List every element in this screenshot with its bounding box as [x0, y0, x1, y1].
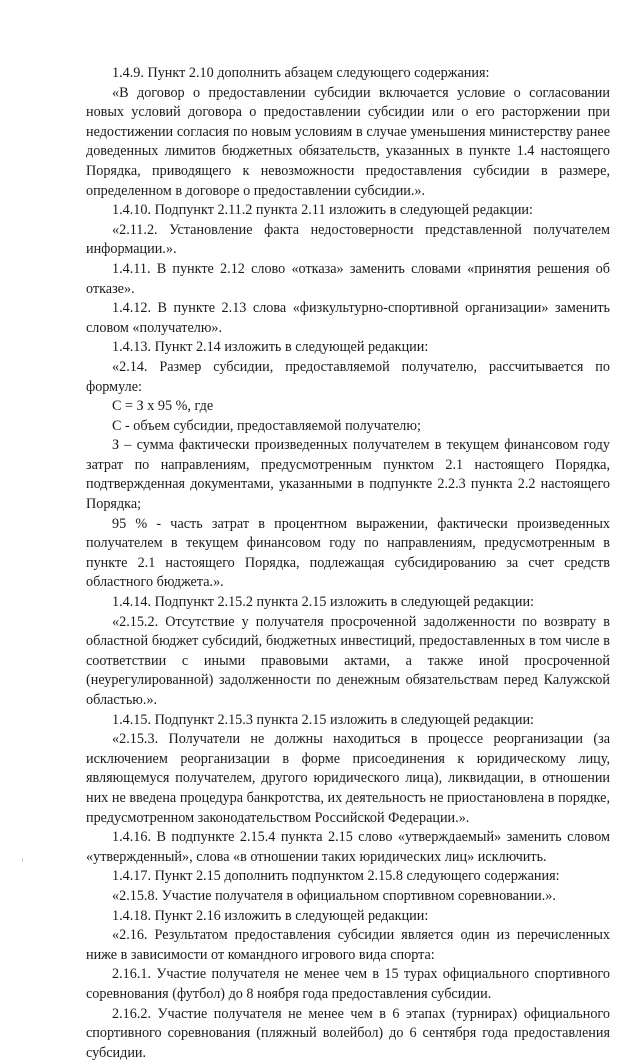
paragraph-1-4-12: 1.4.12. В пункте 2.13 слова «физкультурно-спортивной организации» заменить словом «получателю». [86, 299, 610, 338]
paragraph-1-4-10: 1.4.10. Подпункт 2.11.2 пункта 2.11 изложить в следующей редакции: [86, 201, 610, 221]
paragraph-2-16: «2.16. Результатом предоставления субсидии является один из перечисленных ниже в зависимости от командного игрового вида спорта: [86, 926, 610, 965]
scan-artifact [22, 858, 23, 862]
paragraph-1-4-9: 1.4.9. Пункт 2.10 дополнить абзацем следующего содержания: [86, 64, 610, 84]
paragraph-2-15-3: «2.15.3. Получатели не должны находиться в процессе реорганизации (за исключением реорганизации в форме присоединения к юридическому лицу, являющемуся получателем, другого юридического лица), ликвидации, в отношении них не введена процедура банкротства, их деятельность не приостановлена в порядке, предусмотренном законодательством Российской Федерации.». [86, 730, 610, 828]
paragraph-2-11-2: «2.11.2. Установление факта недостоверности представленной получателем информации.». [86, 221, 610, 260]
paragraph-2-15-8: «2.15.8. Участие получателя в официальном спортивном соревновании.». [86, 887, 610, 907]
document-page [86, 64, 610, 1063]
paragraph-1-4-16: 1.4.16. В подпункте 2.15.4 пункта 2.15 слово «утверждаемый» заменить словом «утвержденный», слова «в отношении таких юридических лиц» исключить. [86, 828, 610, 867]
paragraph-2-16-1: 2.16.1. Участие получателя не менее чем в 15 турах официального спортивного соревнования (футбол) до 8 ноября года предоставления субсидии. [86, 965, 610, 1004]
paragraph-formula-z: З – сумма фактически произведенных получателем в текущем финансовом году затрат по направлениям, предусмотренным пунктом 2.1 настоящего Порядка, подтвержденная документами, указанными в подпункте 2.2.3 пункта 2.2 настоящего Порядка; [86, 436, 610, 514]
paragraph-1-4-14: 1.4.14. Подпункт 2.15.2 пункта 2.15 изложить в следующей редакции: [86, 593, 610, 613]
paragraph-2-16-2: 2.16.2. Участие получателя не менее чем в 6 этапах (турнирах) официального спортивного соревнования (пляжный волейбол) до 6 сентября года предоставления субсидии. [86, 1005, 610, 1063]
paragraph-1-4-11: 1.4.11. В пункте 2.12 слово «отказа» заменить словами «принятия решения об отказе». [86, 260, 610, 299]
paragraph-2-14: «2.14. Размер субсидии, предоставляемой получателю, рассчитывается по формуле: [86, 358, 610, 397]
paragraph-2-10-addition: «В договор о предоставлении субсидии включается условие о согласовании новых условий договора о предоставлении субсидии или о его расторжении при недостижении согласия по новым условиям в случае уменьшения министерству ранее доведенных лимитов бюджетных обязательств, указанных в пункте 1.4 настоящего Порядка, приводящего к невозможности предоставления субсидии в размере, определенном в договоре о предоставлении субсидии.». [86, 84, 610, 202]
paragraph-1-4-15: 1.4.15. Подпункт 2.15.3 пункта 2.15 изложить в следующей редакции: [86, 711, 610, 731]
paragraph-1-4-17: 1.4.17. Пункт 2.15 дополнить подпунктом 2.15.8 следующего содержания: [86, 867, 610, 887]
paragraph-1-4-13: 1.4.13. Пункт 2.14 изложить в следующей редакции: [86, 338, 610, 358]
paragraph-1-4-18: 1.4.18. Пункт 2.16 изложить в следующей редакции: [86, 907, 610, 927]
paragraph-2-15-2: «2.15.2. Отсутствие у получателя просроченной задолженности по возврату в областной бюджет субсидий, бюджетных инвестиций, предоставленных в том числе в соответствии с иными правовыми актами, а также иной просроченной (неурегулированной) задолженности по денежным обязательствам перед Калужской областью.». [86, 613, 610, 711]
paragraph-formula-95: 95 % - часть затрат в процентном выражении, фактически произведенных получателем в текущем финансовом году по направлениям, предусмотренным в пункте 2.1 настоящего Порядка, подлежащая субсидированию за счет средств областного бюджета.». [86, 515, 610, 593]
paragraph-formula-c: С - объем субсидии, предоставляемой получателю; [86, 417, 610, 437]
paragraph-formula: С = З х 95 %, где [86, 397, 610, 417]
